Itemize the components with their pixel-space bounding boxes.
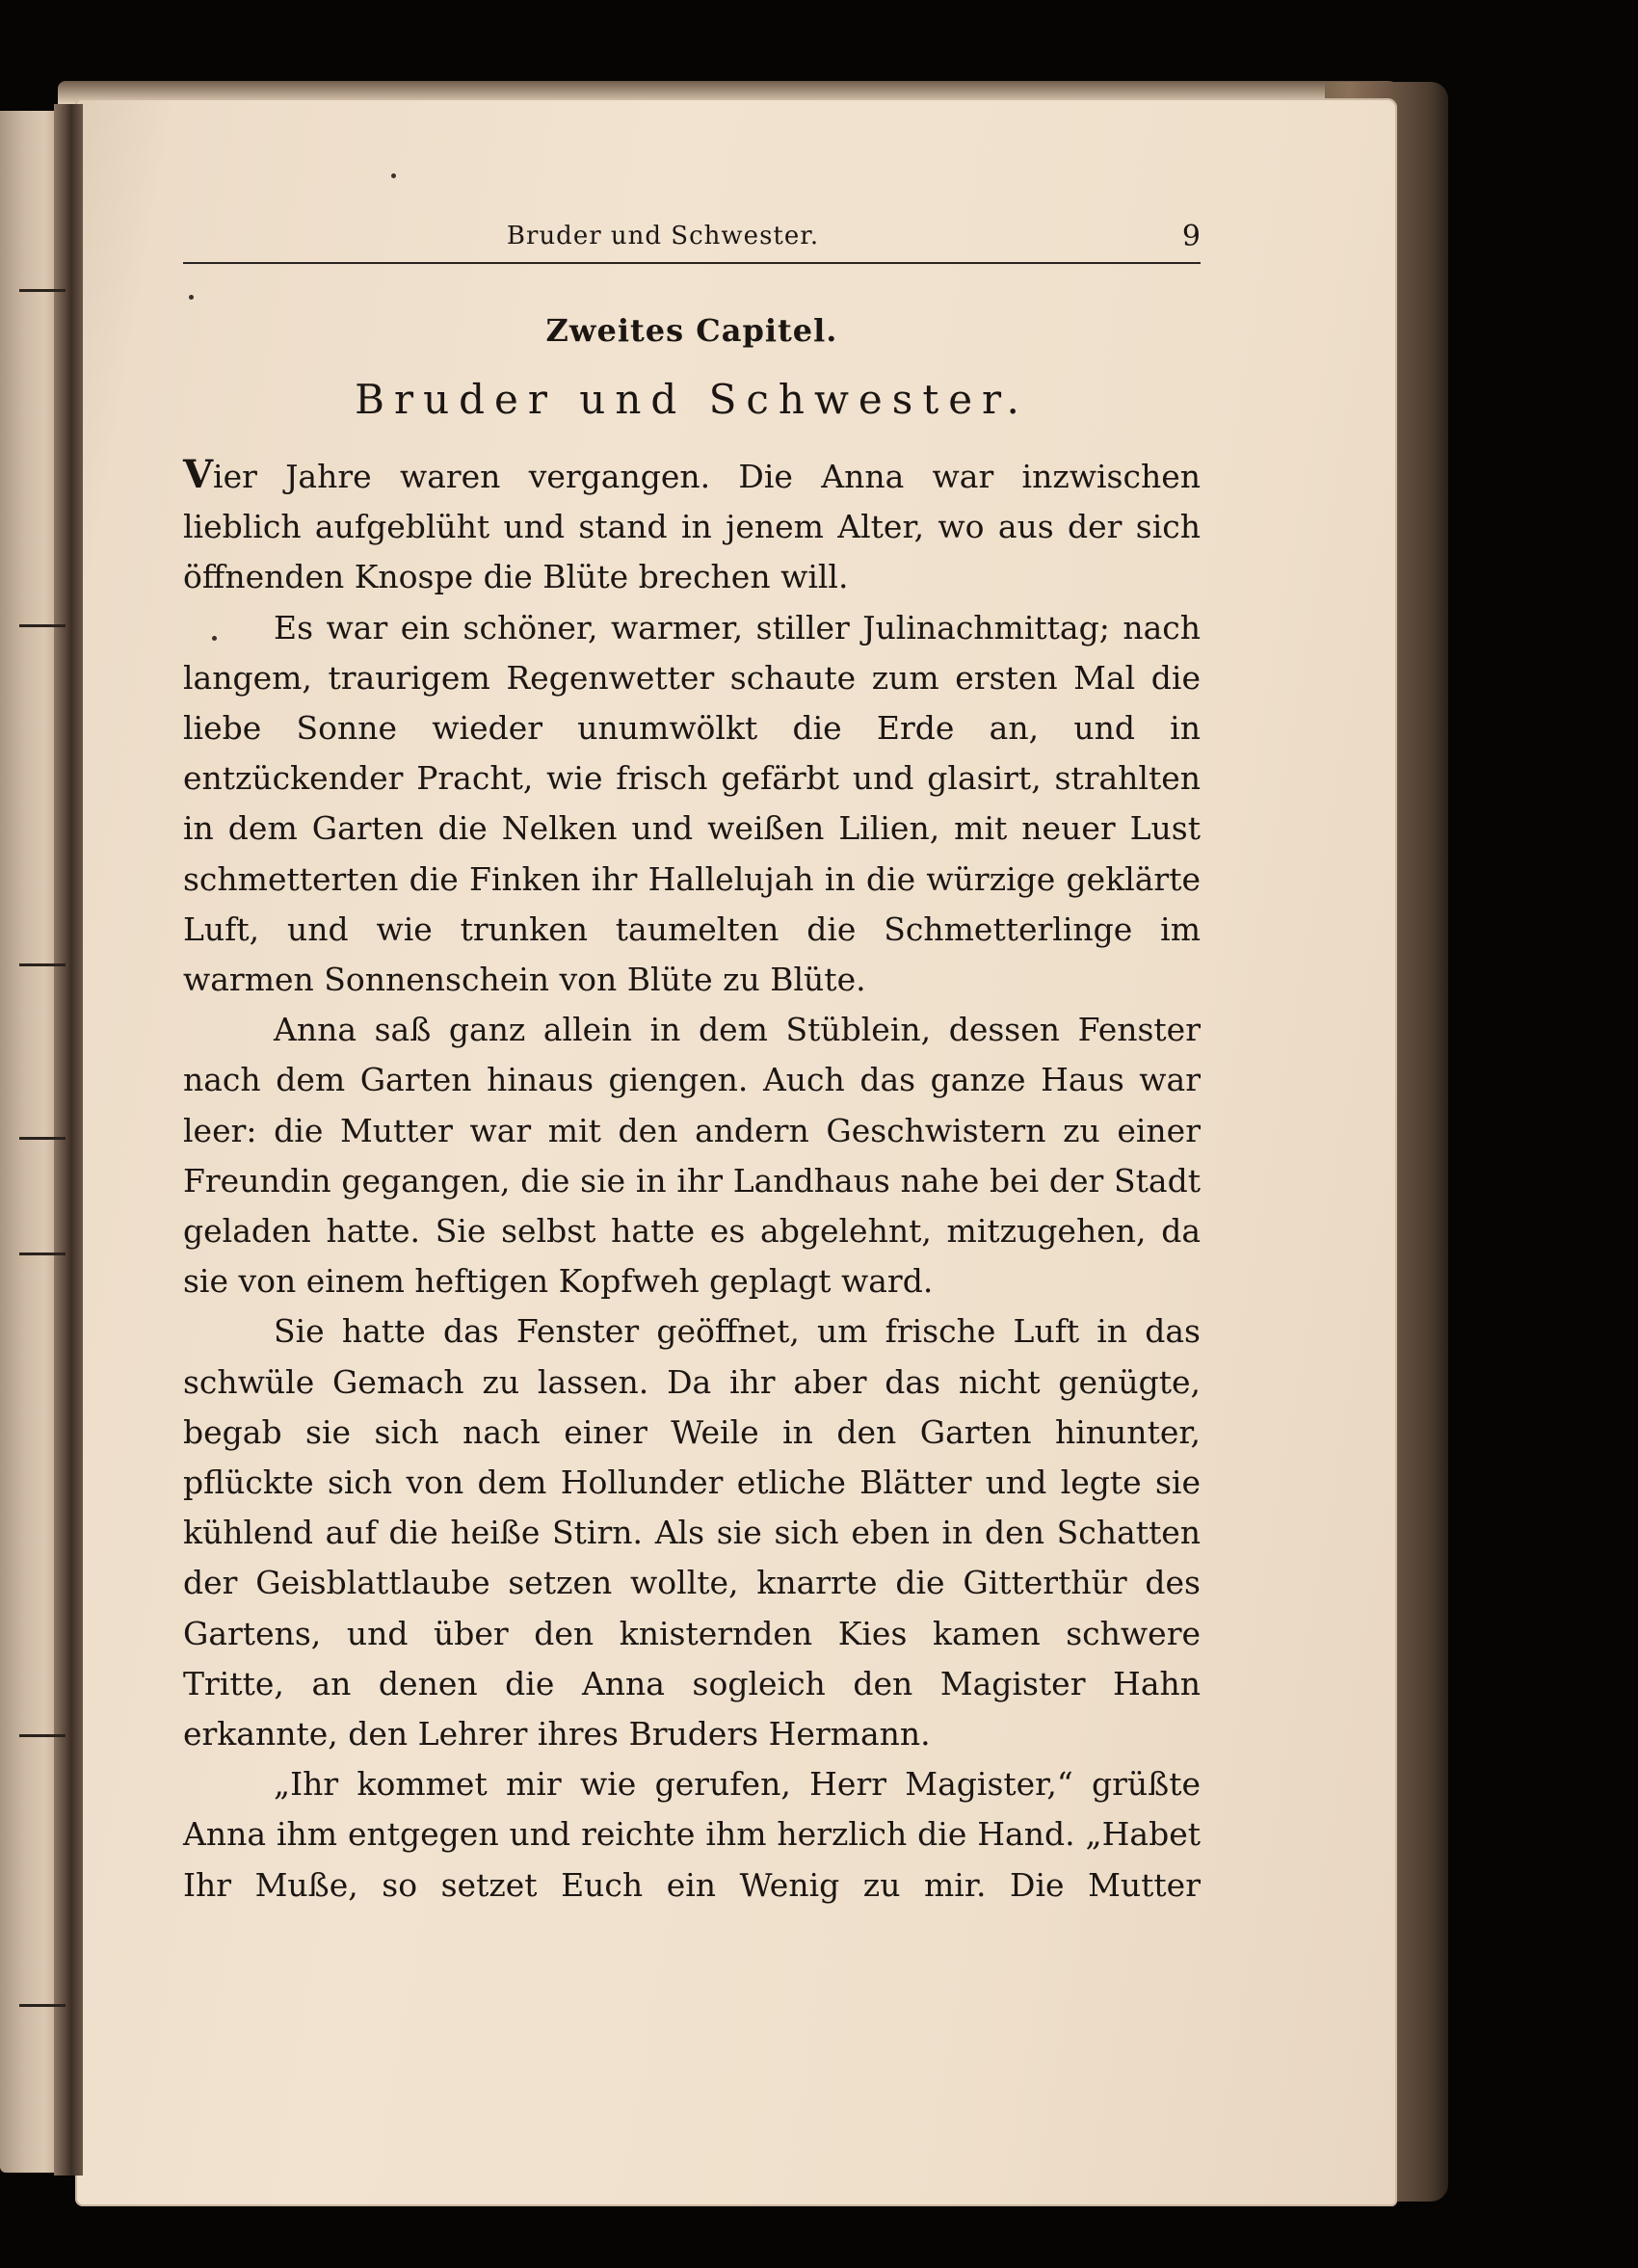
binding-stitch [19, 1137, 66, 1140]
page-text-block [183, 212, 1201, 1911]
binding-stitch [19, 1253, 66, 1255]
body-text [183, 450, 1201, 1911]
binding-stitch [19, 1734, 66, 1737]
chapter-title: Bruder und Schwester. [355, 376, 1029, 423]
paper-speck [391, 173, 396, 178]
paragraph: Sie hatte das Fenster geöffnet, um frische Luft in das schwüle Gemach zu lassen. Da ihr aber das nicht genügte, begab sie sich nach einer Weile in den Garten hinunter, pflückte sich von dem Hollunder etliche Blätter und legte sie kühlend auf die heiße Stirn. Als sie sich eben in den Schatten der Geisblattlaube setzen wollte, knarrte die Gitterthür des Gartens, und über den knisternden Kies kamen schwere Tritte, an denen die Anna sogleich den Magister Hahn erkannte, den Lehrer ihres Bruders Hermann. [183, 1312, 1201, 1754]
running-head [183, 212, 1201, 264]
binding-stitch [19, 963, 66, 966]
paragraph: Vier Jahre waren vergangen. Die Anna war inzwischen lieblich aufgeblüht und stand in jenem Alter, wo aus der sich öffnenden Knospe die Blüte brechen will. [183, 452, 1201, 596]
paragraph: Anna saß ganz allein in dem Stüblein, dessen Fenster nach dem Garten hinaus giengen. Auch das ganze Haus war leer: die Mutter war mit den andern Geschwistern zu einer Freundin gegangen, die sie in ihr Landhaus nahe bei der Stadt geladen hatte. Sie selbst hatte es abgelehnt, mitzugehen, da sie von einem heftigen Kopfweh geplagt ward. [183, 1011, 1201, 1301]
running-head-title: Bruder und Schwester. [506, 222, 820, 251]
book-gutter [54, 104, 83, 2176]
binding-stitch [19, 289, 66, 292]
paragraph: „Ihr kommet mir wie gerufen, Herr Magister,“ grüßte Anna ihm entgegen und reichte ihm herzlich die Hand. „Habet Ihr Muße, so setzet Euch ein Wenig zu mir. Die Mutter [183, 1765, 1201, 1904]
paragraph: Es war ein schöner, warmer, stiller Julinachmittag; nach langem, traurigem Regenwetter schaute zum ersten Mal die liebe Sonne wieder unumwölkt die Erde an, und in entzückender Pracht, wie frisch gefärbt und glasirt, strahlten in dem Garten die Nelken und weißen Lilien, mit neuer Lust schmetterten die Finken ihr Hallelujah in die würzige geklärte Luft, und wie trunken taumelten die Schmetterlinge im warmen Sonnenschein von Blüte zu Blüte. [183, 608, 1201, 999]
page-number: 9 [1181, 220, 1201, 253]
chapter-label: Zweites Capitel. [545, 312, 838, 349]
binding-stitch [19, 2004, 66, 2007]
binding-stitch [19, 624, 66, 627]
facing-page-edge [0, 111, 60, 2173]
